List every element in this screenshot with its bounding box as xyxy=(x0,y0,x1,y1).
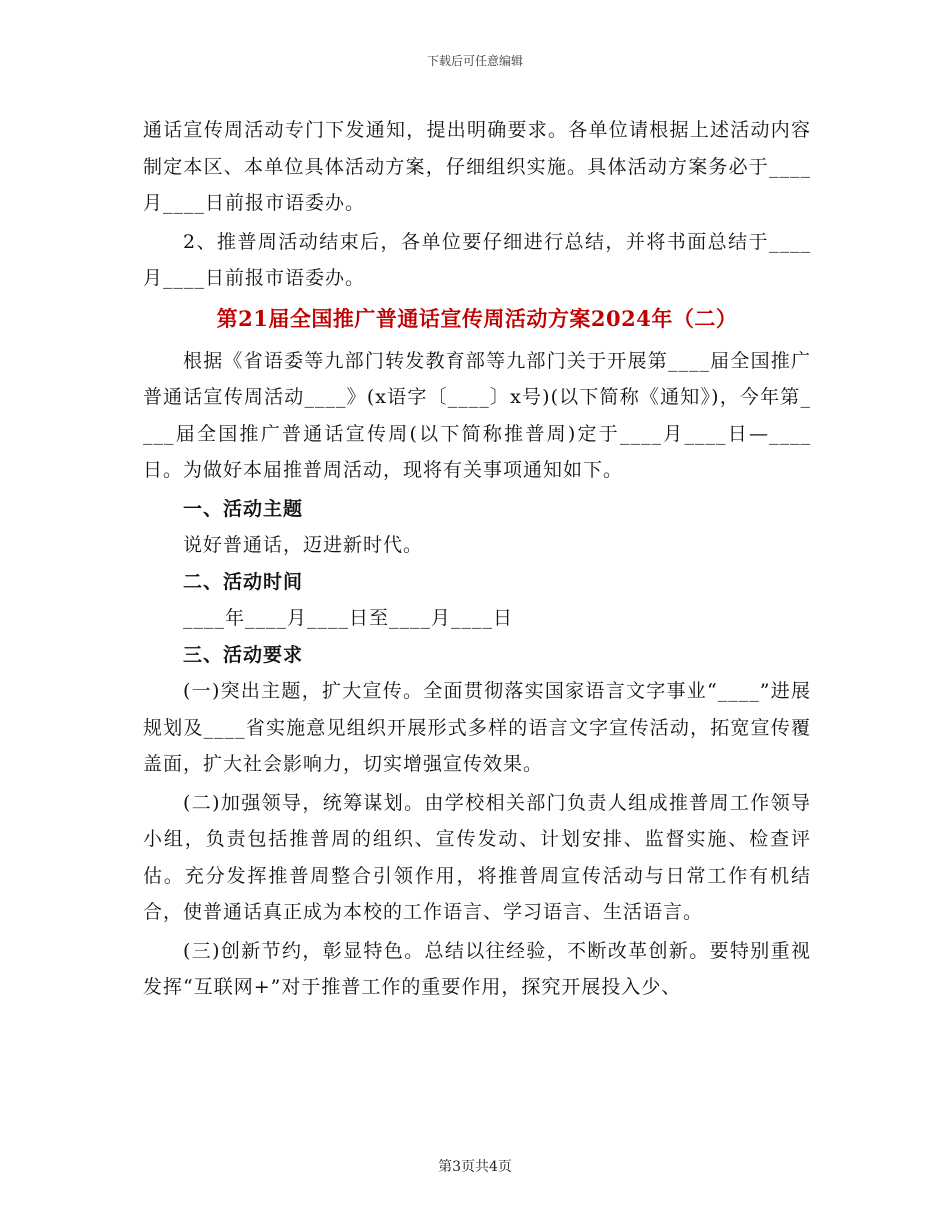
requirement-item-3: (三)创新节约，彰显特色。总结以往经验，不断改革创新。要特别重视发挥“互联网+”对于推普工作的重要作用，探究开展投入少、 xyxy=(143,939,811,998)
summary-paragraph: 2、推普周活动结束后，各单位要仔细进行总结，并将书面总结于____月____日前报市语委办。 xyxy=(143,230,811,289)
page-footer: 第3页共4页 xyxy=(438,1159,512,1175)
page-header-note: 下载后可任意编辑 xyxy=(426,54,523,68)
continuation-paragraph: 通话宣传周活动专门下发通知，提出明确要求。各单位请根据上述活动内容制定本区、本单位具体活动方案，仔细组织实施。具体活动方案务必于____月____日前报市语委办。 xyxy=(143,119,811,214)
document-title: 第21届全国推广普通话宣传周活动方案2024年（二） xyxy=(216,305,738,331)
theme-text: 说好普通话，迈进新时代。 xyxy=(183,534,424,556)
requirement-item-2: (二)加强领导，统筹谋划。由学校相关部门负责人组成推普周工作领导小组，负责包括推普周的组织、宣传发动、计划安排、监督实施、检查评估。充分发挥推普周整合引领作用，将推普周宣传活动与日常工作有机结合，使普通话真正成为本校的工作语言、学习语言、生活语言。 xyxy=(143,791,811,923)
section-heading-theme: 一、活动主题 xyxy=(183,497,304,520)
document-body xyxy=(143,112,811,1006)
section-heading-time: 二、活动时间 xyxy=(183,570,304,593)
requirement-item-1: (一)突出主题，扩大宣传。全面贯彻落实国家语言文字事业“____”进展规划及____省实施意见组织开展形式多样的语言文字宣传活动，拓宽宣传覆盖面，扩大社会影响力，切实增强宣传效果。 xyxy=(143,680,811,775)
time-text: ____年____月____日至____月____日 xyxy=(183,607,514,629)
intro-paragraph: 根据《省语委等九部门转发教育部等九部门关于开展第____届全国推广普通话宣传周活动____》(x语字〔____〕x号)(以下简称《通知》)，今年第____届全国推广普通话宣传周(以下简称推普周)定于____月____日—____日。为做好本届推普周活动，现将有关事项通知如下。 xyxy=(143,349,811,481)
section-heading-requirements: 三、活动要求 xyxy=(183,643,304,666)
